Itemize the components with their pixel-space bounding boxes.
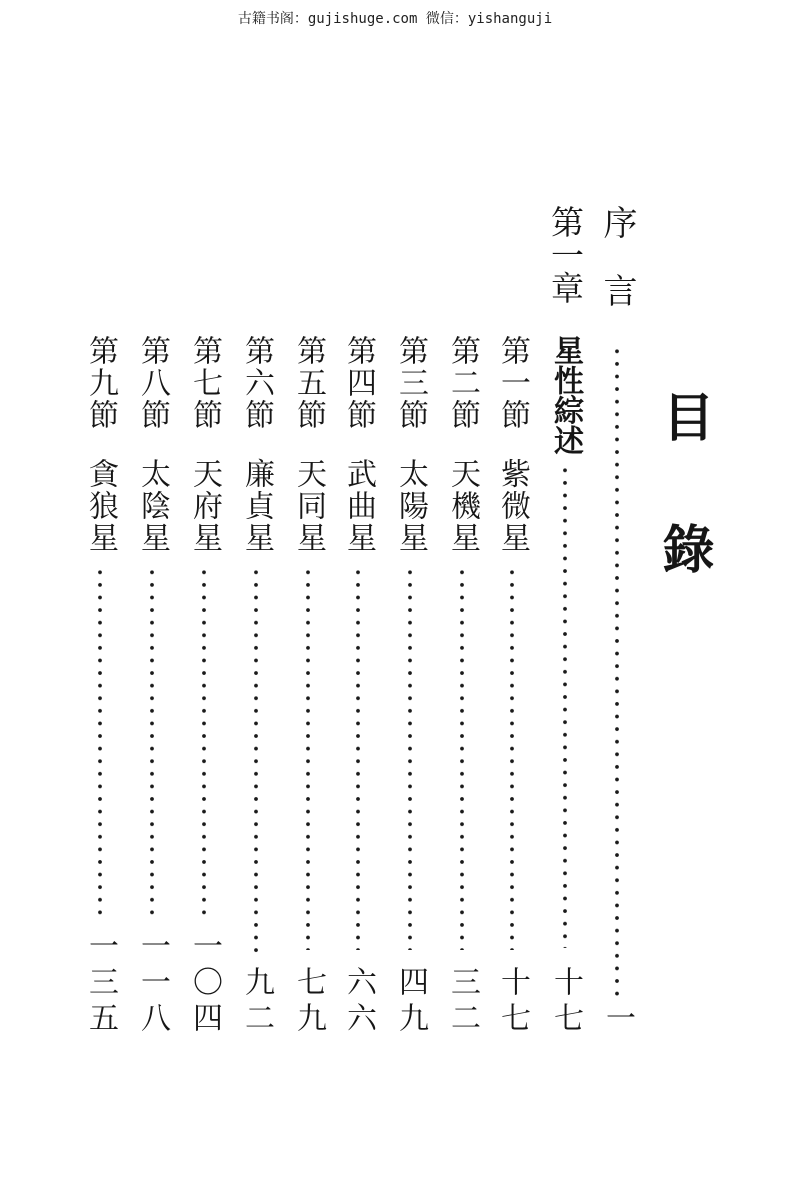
toc-entry-chapter-1 <box>546 0 585 1180</box>
page-number: 七九 <box>291 966 326 1038</box>
page-number: 一 <box>600 1002 635 1038</box>
toc-entry-section-1 <box>495 0 529 1180</box>
page-number: 四九 <box>393 966 428 1038</box>
toc-entry-section-3 <box>393 0 427 1180</box>
chapter-number: 第一章 <box>546 205 585 304</box>
page-title: 目錄 <box>653 390 713 654</box>
toc-entry-section-8 <box>135 0 169 1180</box>
leader-dots <box>149 566 155 922</box>
preface-label: 序言 <box>597 205 637 341</box>
leader-dots <box>355 566 361 950</box>
leader-dots <box>201 566 207 922</box>
section-title: 天同星 <box>291 458 326 554</box>
watermark-text: 古籍书阁：gujishuge.com 微信：yishanguji <box>237 11 553 27</box>
toc-entry-section-5 <box>291 0 325 1180</box>
chapter-title: 星性綜述 <box>548 335 583 455</box>
section-title: 天機星 <box>445 458 480 554</box>
section-number: 第六節 <box>239 335 274 431</box>
section-title: 貪狼星 <box>83 458 118 554</box>
section-title: 太陰星 <box>135 458 170 554</box>
toc-entry-section-4 <box>341 0 375 1180</box>
leader-dots <box>459 566 465 950</box>
page-number: 一〇四 <box>187 930 222 1038</box>
section-number: 第四節 <box>341 335 376 431</box>
leader-dots <box>614 345 620 1000</box>
section-number: 第三節 <box>393 335 428 431</box>
page-number: 六六 <box>341 966 376 1038</box>
page-number: 十七 <box>495 966 530 1038</box>
section-number: 第八節 <box>135 335 170 431</box>
toc-entry-preface <box>597 0 637 1180</box>
toc-entry-section-2 <box>445 0 479 1180</box>
section-number: 第五節 <box>291 335 326 431</box>
page-number: 十七 <box>548 966 583 1038</box>
leader-dots <box>253 566 259 960</box>
toc-entry-section-6 <box>239 0 273 1180</box>
toc-entry-section-7 <box>187 0 221 1180</box>
section-title: 紫微星 <box>495 458 530 554</box>
page-number: 九二 <box>239 966 274 1038</box>
toc-entry-section-9 <box>83 0 117 1180</box>
leader-dots <box>407 566 413 950</box>
page-number: 一一八 <box>135 930 170 1038</box>
page-number: 三二 <box>445 966 480 1038</box>
section-title: 武曲星 <box>341 458 376 554</box>
leader-dots <box>562 464 568 948</box>
section-number: 第一節 <box>495 335 530 431</box>
section-title: 廉貞星 <box>239 458 274 554</box>
section-title: 太陽星 <box>393 458 428 554</box>
section-number: 第七節 <box>187 335 222 431</box>
section-number: 第二節 <box>445 335 480 431</box>
leader-dots <box>509 566 515 950</box>
page-number: 一三五 <box>83 930 118 1038</box>
section-title: 天府星 <box>187 458 222 554</box>
leader-dots <box>305 566 311 950</box>
section-number: 第九節 <box>83 335 118 431</box>
leader-dots <box>97 566 103 922</box>
